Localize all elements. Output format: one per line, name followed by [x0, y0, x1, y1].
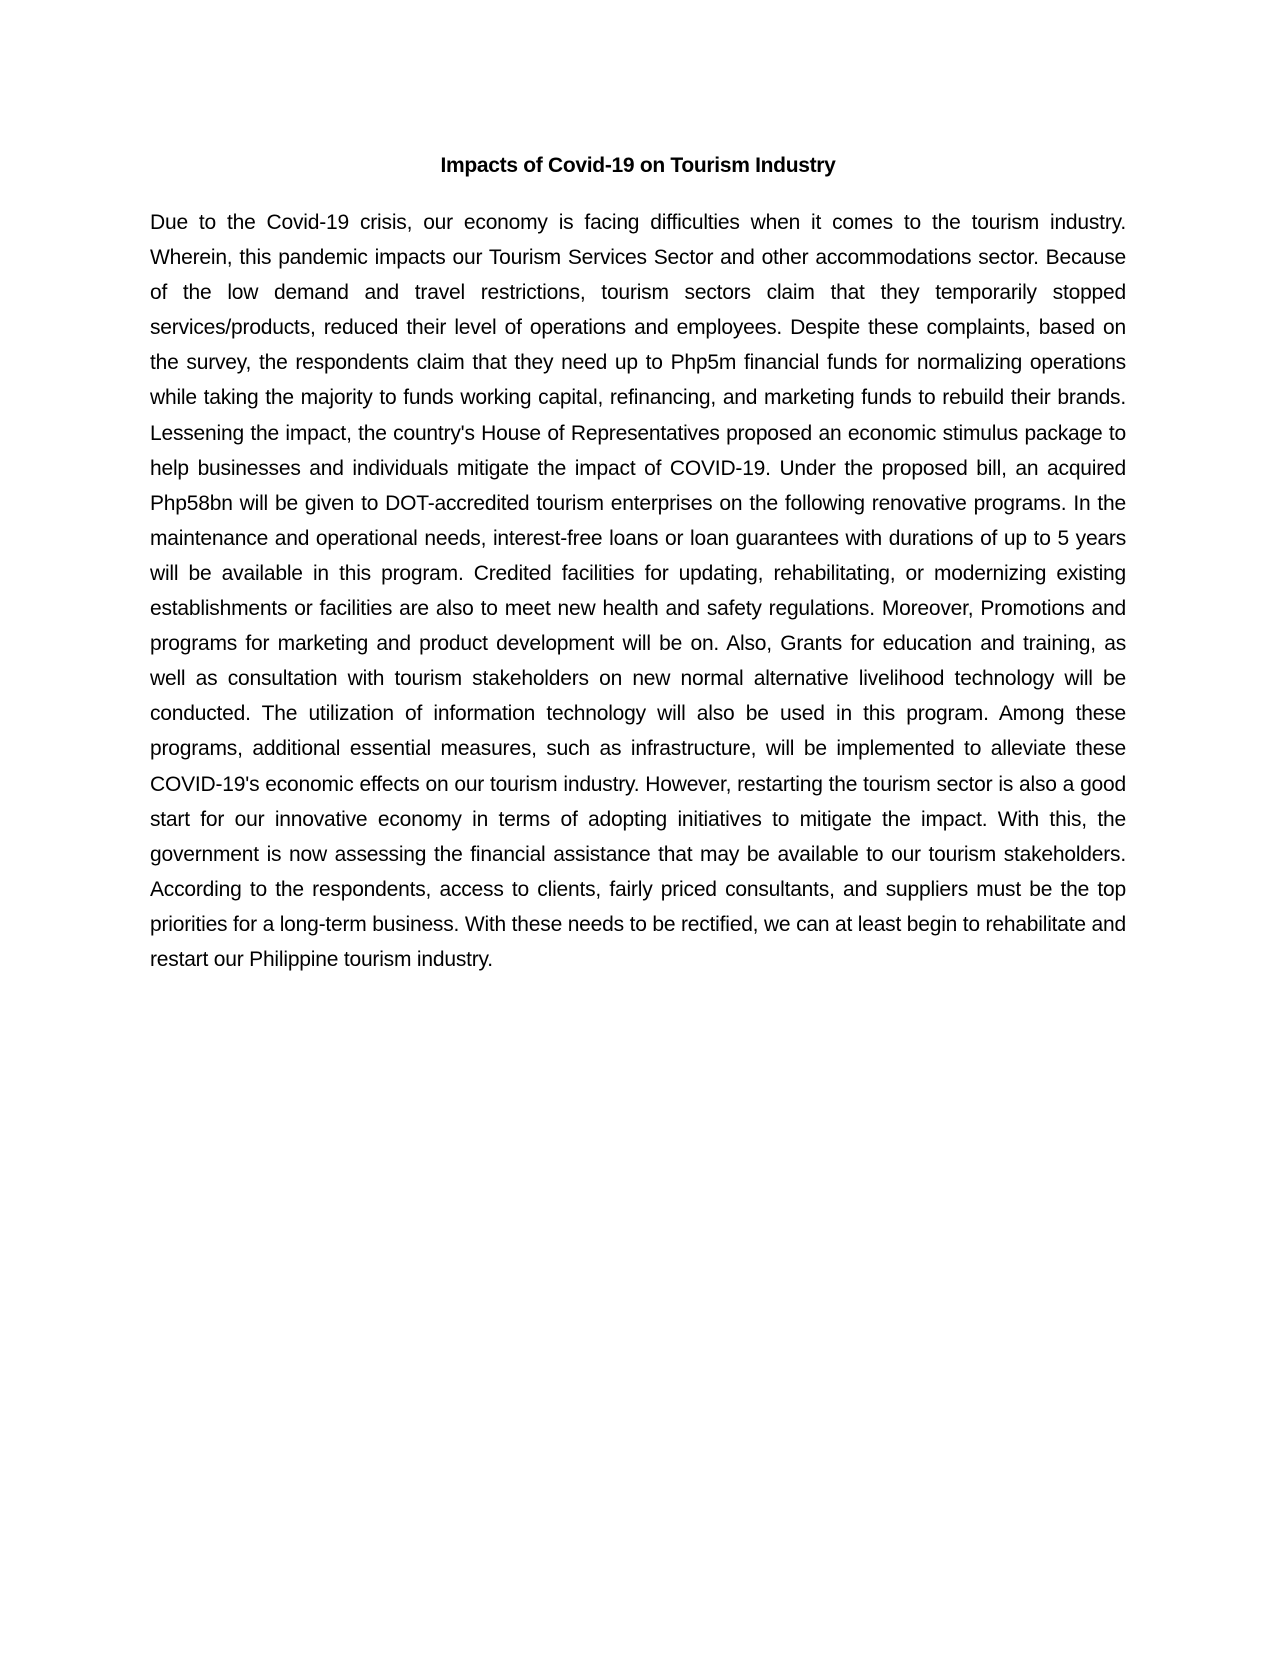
document-title: Impacts of Covid-19 on Tourism Industry [440, 154, 836, 177]
document-body-paragraph: Due to the Covid-19 crisis, our economy is facing difficulties when it comes to the tourism industry. Wherein, this pandemic impacts our Tourism Services Sector and other accommodations sector. Because of the low demand and travel restrictions, tourism sectors claim that they temporarily stopped services/products, reduced their level of operations and employees. Despite these complaints, based on the survey, the respondents claim that they need up to Php5m financial funds for normalizing operations while taking the majority to funds working capital, refinancing, and marketing funds to rebuild their brands. Lessening the impact, the country's House of Representatives proposed an economic stimulus package to help businesses and individuals mitigate the impact of COVID-19. Under the proposed bill, an acquired Php58bn will be given to DOT-accredited tourism enterprises on the following renovative programs. In the maintenance and operational needs, interest-free loans or loan guarantees with durations of up to 5 years will be available in this program. Credited facilities for updating, rehabilitating, or modernizing existing establishments or facilities are also to meet new health and safety regulations. Moreover, Promotions and programs for marketing and product development will be on. Also, Grants for education and training, as well as consultation with tourism stakeholders on new normal alternative livelihood technology will be conducted. The utilization of information technology will also be used in this program. Among these programs, additional essential measures, such as infrastructure, will be implemented to alleviate these COVID-19's economic effects on our tourism industry. However, restarting the tourism sector is also a good start for our innovative economy in terms of adopting initiatives to mitigate the impact. With this, the government is now assessing the financial assistance that may be available to our tourism stakeholders. According to the respondents, access to clients, fairly priced consultants, and suppliers must be the top priorities for a long-term business. With these needs to be rectified, we can at least begin to rehabilitate and restart our Philippine tourism industry. [150, 211, 1126, 971]
